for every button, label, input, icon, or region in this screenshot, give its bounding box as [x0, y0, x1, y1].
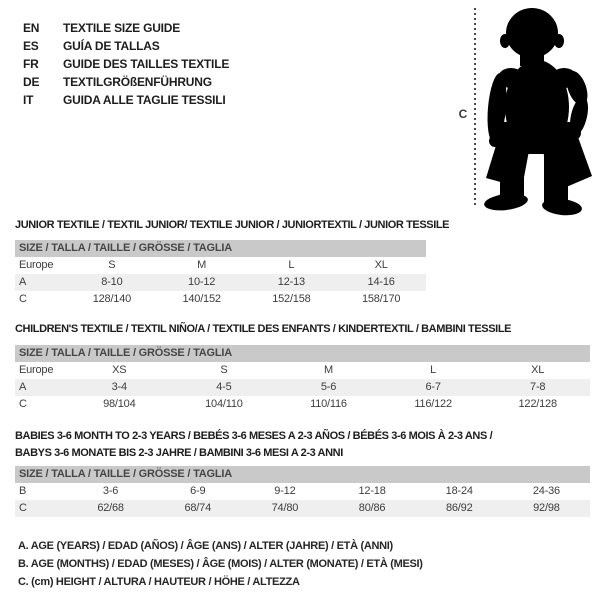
table-cell: 86/92 [445, 502, 473, 514]
table-cell: 158/170 [361, 293, 401, 305]
table-title-line: BABYS 3-6 MONATE BIS 2-3 JAHRE / BAMBINI 3-6 MESI A 2-3 ANNI [15, 447, 343, 459]
language-title: GUIDE DES TAILLES TEXTILE [63, 57, 230, 71]
table-cell: S [108, 259, 116, 271]
language-code: IT [23, 93, 34, 107]
size-header-bar: SIZE / TALLA / TAILLE / GRÖSSE / TAGLIA [15, 240, 426, 257]
table-cell: L [288, 259, 295, 271]
legend [18, 537, 423, 591]
table-cell: 68/74 [184, 502, 211, 514]
row-label: C [19, 293, 27, 305]
language-code: FR [23, 57, 39, 71]
row-label: Europe [19, 259, 54, 271]
table-cell: 5-6 [320, 381, 337, 393]
size-header-bar: SIZE / TALLA / TAILLE / GRÖSSE / TAGLIA [15, 345, 590, 362]
language-title: GUIDA ALLE TAGLIE TESSILI [63, 93, 226, 107]
table-row [15, 483, 590, 500]
language-title: TEXTILGRÖßENFÜHRUNG [63, 75, 212, 89]
legend-line-b: B. AGE (MONTHS) / EDAD (MESES) / ÂGE (MOIS) / ALTER (MONATE) / ETÀ (MESI) [18, 558, 423, 570]
language-code: DE [23, 75, 40, 89]
table-cell: 24-36 [532, 485, 560, 497]
row-label: A [19, 276, 27, 288]
table-title: JUNIOR TEXTILE / TEXTIL JUNIOR/ TEXTILE JUNIOR / JUNIORTEXTIL / JUNIOR TESSILE [15, 219, 450, 231]
table-cell: 6-7 [425, 381, 441, 393]
table-title: CHILDREN'S TEXTILE / TEXTIL NIÑO/A / TEXTILE DES ENFANTS / KINDERTEXTIL / BAMBINI TESSILE [15, 323, 512, 335]
table-cell: XL [531, 364, 545, 376]
row-label: B [19, 485, 27, 497]
language-row [23, 73, 229, 91]
row-label: A [19, 381, 27, 393]
table-row [15, 362, 590, 379]
table-cell: 3-4 [111, 381, 127, 393]
legend-line-c: C. (cm) HEIGHT / ALTURA / HAUTEUR / HÖHE / ALTEZZA [18, 576, 300, 588]
language-title-list [23, 19, 229, 109]
table-row [15, 291, 426, 308]
table-row [15, 274, 426, 291]
language-title: TEXTILE SIZE GUIDE [63, 21, 181, 35]
table-cell: 98/104 [103, 398, 136, 410]
table-cell: 80/86 [358, 502, 386, 514]
language-row [23, 19, 229, 37]
table-cell: 116/122 [414, 398, 452, 410]
table-cell: 12-13 [277, 276, 305, 288]
row-label: C [19, 502, 27, 514]
table-cell: M [197, 259, 207, 271]
table-row [15, 500, 590, 517]
height-measure-label: C [458, 107, 468, 121]
table-cell: 122/128 [518, 398, 557, 410]
table-cell: 3-6 [102, 485, 119, 497]
table-cell: M [324, 364, 333, 376]
table-rows [15, 257, 426, 308]
table-cell: 152/158 [272, 293, 311, 305]
table-cell: 7-8 [530, 381, 546, 393]
table-cell: S [220, 364, 228, 376]
size-header-bar: SIZE / TALLA / TAILLE / GRÖSSE / TAGLIA [15, 466, 590, 483]
table-cell: 62/68 [97, 502, 124, 514]
language-title: GUÍA DE TALLAS [63, 39, 160, 53]
row-label: Europe [19, 364, 54, 376]
babies-textile-table [15, 428, 590, 517]
table-cell: 12-18 [358, 485, 386, 497]
table-cell: 10-12 [188, 276, 216, 288]
table-cell: 110/116 [310, 398, 347, 410]
junior-textile-table [15, 219, 450, 308]
table-row [15, 379, 590, 396]
table-cell: 128/140 [92, 293, 132, 305]
table-cell: 74/80 [271, 502, 299, 514]
table-cell: XL [374, 259, 388, 271]
table-cell: L [430, 364, 437, 376]
table-cell: 9-12 [274, 485, 296, 497]
language-row [23, 37, 229, 55]
language-row [23, 55, 229, 73]
table-cell: 4-5 [216, 381, 232, 393]
table-rows [15, 483, 590, 517]
table-title-line: BABIES 3-6 MONTH TO 2-3 YEARS / BEBÉS 3-6 MESES A 2-3 AÑOS / BÉBÉS 3-6 MOIS À 2-3 ANS / [15, 430, 493, 442]
table-cell: 92/98 [533, 502, 560, 514]
table-cell: 8-10 [101, 276, 123, 288]
table-rows [15, 362, 590, 413]
table-cell: 104/110 [205, 398, 243, 410]
table-row [15, 257, 426, 274]
table-cell: 6-9 [190, 485, 206, 497]
table-cell: 18-24 [445, 485, 473, 497]
table-cell: XS [112, 364, 127, 376]
table-cell: 14-16 [367, 276, 395, 288]
table-row [15, 396, 590, 413]
language-row [23, 91, 229, 109]
language-code: EN [23, 21, 40, 35]
toddler-silhouette-icon [478, 4, 598, 216]
table-cell: 140/152 [182, 293, 221, 305]
height-measure-dotted-line [474, 8, 476, 205]
table-title [15, 428, 590, 462]
children-textile-table [15, 323, 590, 413]
row-label: C [19, 398, 27, 410]
legend-line-a: A. AGE (YEARS) / EDAD (AÑOS) / ÂGE (ANS) / ALTER (JAHRE) / ETÀ (ANNI) [18, 540, 393, 552]
language-code: ES [23, 39, 39, 53]
